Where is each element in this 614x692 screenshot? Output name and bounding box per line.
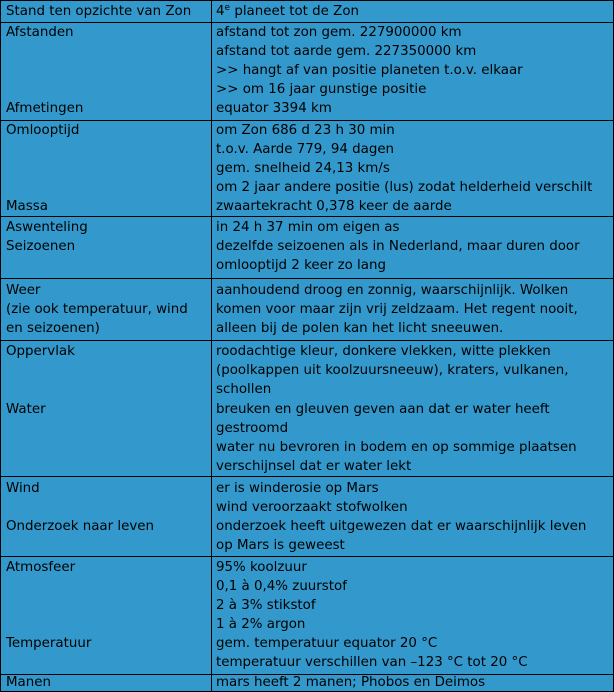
row-value-line: 0,1 à 0,4% zuurstof bbox=[216, 579, 347, 594]
column-divider bbox=[211, 675, 212, 691]
row-omlooptijd bbox=[1, 121, 613, 217]
row-label: Atmosfeer bbox=[6, 560, 76, 575]
row-value-line: wind veroorzaakt stofwolken bbox=[216, 500, 408, 515]
row-value-line: verschijnsel dat er water lekt bbox=[216, 459, 412, 474]
row-value-line: in 24 h 37 min om eigen as bbox=[216, 220, 400, 235]
row-value-line: aanhoudend droog en zonnig, waarschijnlijk. Wolken bbox=[216, 283, 569, 298]
header-right-superscript: e bbox=[224, 3, 231, 13]
row-label: Omlooptijd bbox=[6, 123, 80, 138]
row-afstanden bbox=[1, 23, 613, 121]
row-value-line: schollen bbox=[216, 382, 272, 397]
row-value-line: er is winderosie op Mars bbox=[216, 481, 379, 496]
row-label: Oppervlak bbox=[6, 344, 75, 359]
row-value-line: komen voor maar zijn vrij zeldzaam. Het regent nooit, bbox=[216, 302, 578, 317]
row-label: Wind bbox=[6, 481, 40, 496]
row-value-line: gem. snelheid 24,13 km/s bbox=[216, 161, 390, 176]
row-value-line: roodachtige kleur, donkere vlekken, witte plekken bbox=[216, 344, 551, 359]
header-row bbox=[1, 1, 613, 23]
column-divider bbox=[211, 23, 212, 120]
row-label: Afmetingen bbox=[6, 101, 84, 116]
row-weer bbox=[1, 279, 613, 341]
row-value-line: alleen bij de polen kan het licht sneeuwen. bbox=[216, 321, 504, 336]
header-right-number: 4 bbox=[216, 4, 225, 19]
column-divider bbox=[211, 557, 212, 674]
column-divider bbox=[211, 121, 212, 216]
row-label: Seizoenen bbox=[6, 239, 76, 254]
row-value-line: mars heeft 2 manen; Phobos en Deimos bbox=[216, 675, 486, 690]
row-value-line: 95% koolzuur bbox=[216, 560, 307, 575]
row-label: Afstanden bbox=[6, 25, 74, 40]
row-value-line: omlooptijd 2 keer zo lang bbox=[216, 258, 386, 273]
row-label: Massa bbox=[6, 199, 48, 214]
row-manen bbox=[1, 675, 613, 691]
row-value-line: t.o.v. Aarde 779, 94 dagen bbox=[216, 142, 395, 157]
row-aswenteling bbox=[1, 217, 613, 279]
row-value-line: >> om 16 jaar gunstige positie bbox=[216, 82, 427, 97]
header-left: Stand ten opzichte van Zon bbox=[6, 4, 192, 19]
row-value-line: 2 à 3% stikstof bbox=[216, 598, 316, 613]
column-divider bbox=[211, 341, 212, 476]
row-value-line: breuken en gleuven geven aan dat er water heeft bbox=[216, 402, 550, 417]
row-value-line: 1 à 2% argon bbox=[216, 617, 306, 632]
header-right bbox=[216, 2, 359, 21]
row-value-line: >> hangt af van positie planeten t.o.v. elkaar bbox=[216, 63, 523, 78]
row-value-line: water nu bevroren in bodem en op sommige plaatsen bbox=[216, 440, 577, 455]
row-label: Temperatuur bbox=[6, 636, 92, 651]
row-value-line: onderzoek heeft uitgewezen dat er waarschijnlijk leven bbox=[216, 519, 587, 534]
column-divider bbox=[211, 477, 212, 556]
row-oppervlak bbox=[1, 341, 613, 477]
row-label: Manen bbox=[6, 675, 51, 690]
row-value-line: afstand tot aarde gem. 227350000 km bbox=[216, 44, 477, 59]
row-value-line: (poolkappen uit koolzuursneeuw), kraters, vulkanen, bbox=[216, 363, 569, 378]
row-value-line: equator 3394 km bbox=[216, 101, 332, 116]
row-value-line: dezelfde seizoenen als in Nederland, maar duren door bbox=[216, 239, 580, 254]
row-atmosfeer bbox=[1, 557, 613, 675]
row-value-line: om Zon 686 d 23 h 30 min bbox=[216, 123, 395, 138]
column-divider bbox=[211, 217, 212, 278]
row-wind bbox=[1, 477, 613, 557]
row-value-line: zwaartekracht 0,378 keer de aarde bbox=[216, 199, 452, 214]
row-label: Water bbox=[6, 402, 46, 417]
row-value-line: om 2 jaar andere positie (lus) zodat helderheid verschilt bbox=[216, 180, 593, 195]
row-label: Aswenteling bbox=[6, 220, 88, 235]
column-divider bbox=[211, 1, 212, 22]
row-value-line: gem. temperatuur equator 20 °C bbox=[216, 636, 438, 651]
row-label: Onderzoek naar leven bbox=[6, 519, 155, 534]
row-label: en seizoenen) bbox=[6, 321, 100, 336]
row-label: (zie ook temperatuur, wind bbox=[6, 302, 188, 317]
header-right-text: planeet tot de Zon bbox=[230, 4, 360, 19]
row-value-line: gestroomd bbox=[216, 421, 289, 436]
row-value-line: temperatuur verschillen van –123 °C tot 20 °C bbox=[216, 655, 528, 670]
row-label: Weer bbox=[6, 283, 41, 298]
row-value-line: op Mars is geweest bbox=[216, 538, 345, 553]
column-divider bbox=[211, 279, 212, 340]
row-value-line: afstand tot zon gem. 227900000 km bbox=[216, 25, 462, 40]
